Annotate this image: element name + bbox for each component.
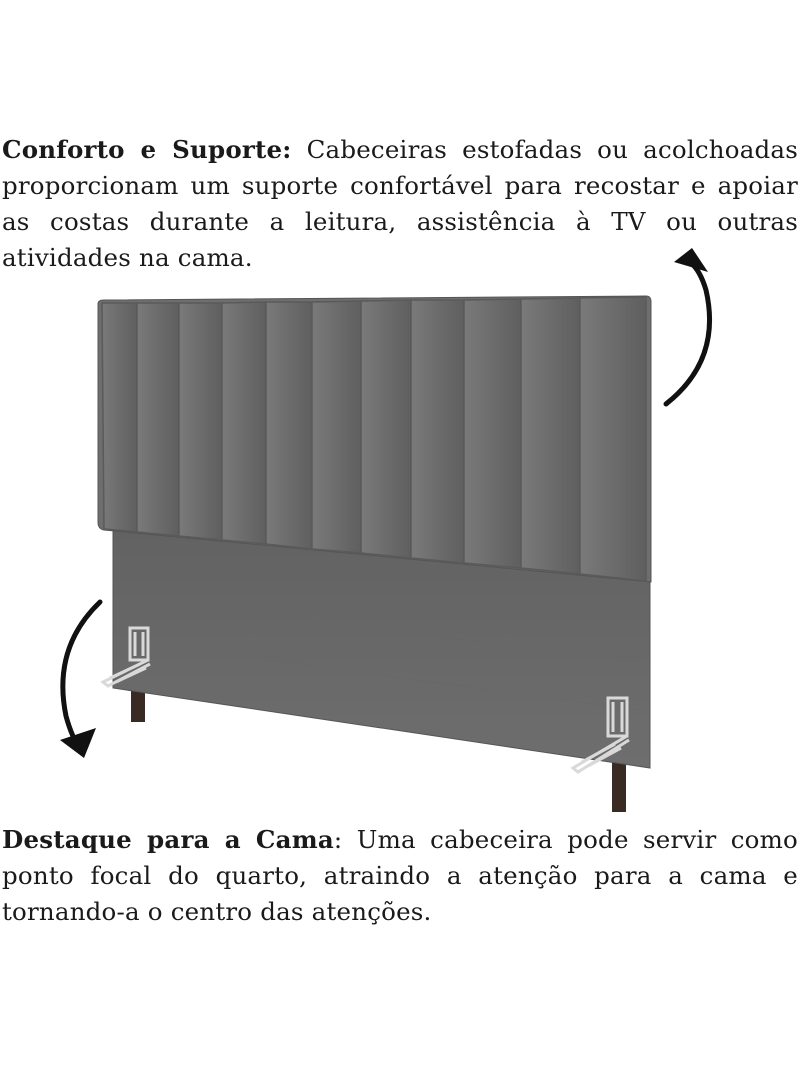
comfort-heading: Conforto e Suporte: <box>2 135 292 164</box>
highlight-heading: Destaque para a Cama <box>2 825 334 854</box>
comfort-paragraph <box>2 132 798 276</box>
left-bracket <box>103 628 150 686</box>
headboard-base <box>113 528 650 768</box>
right-bracket <box>573 698 629 772</box>
highlight-body: : Uma cabeceira pode servir como ponto focal do quarto, atraindo a atenção para a cama e tornando-a o centro das atenções. <box>2 825 798 926</box>
curved-arrow-down-icon <box>60 602 100 758</box>
highlight-paragraph <box>2 822 798 930</box>
headboard-top <box>98 296 651 582</box>
padded-channels <box>102 297 646 581</box>
right-leg <box>612 760 626 812</box>
left-leg <box>131 672 145 722</box>
comfort-body: Cabeceiras estofadas ou acolchoadas proporcionam um suporte confortável para recostar e apoiar as costas durante a leitura, assistência à TV ou outras atividades na cama. <box>2 135 799 272</box>
